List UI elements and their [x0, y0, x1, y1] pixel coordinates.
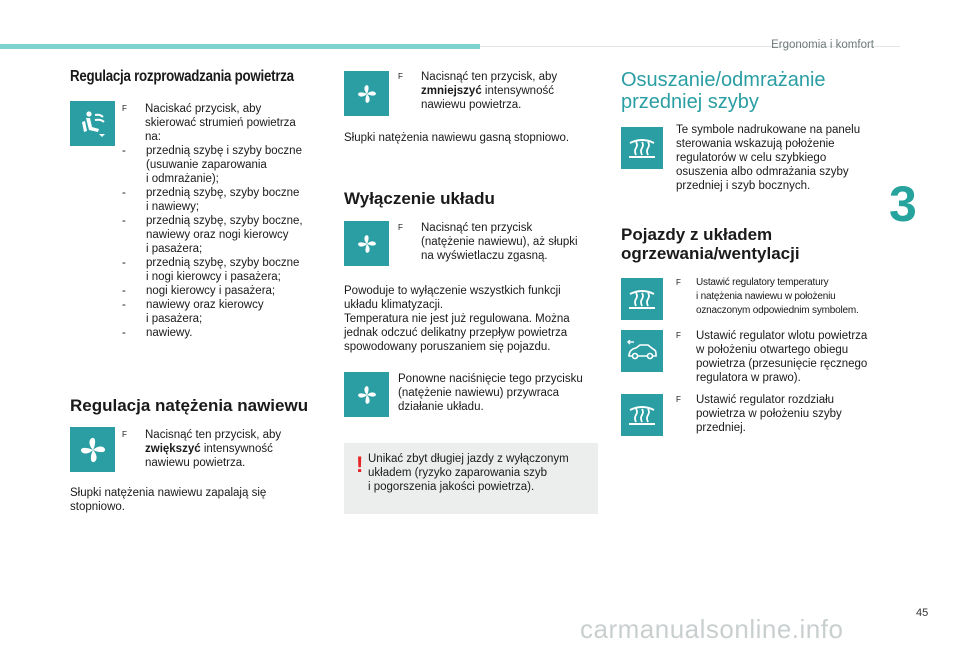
- heading-defrost: Osuszanie/odmrażanie przedniej szyby: [621, 69, 826, 113]
- windscreen-defrost-icon: [621, 394, 663, 436]
- air-distribution-icon: [70, 101, 115, 146]
- system-on-instruction: Ponowne naciśnięcie tego przycisku (natężenie nawiewu) przywraca działanie układu.: [398, 373, 583, 413]
- windscreen-defrost-icon: [621, 127, 663, 169]
- list-item: - przednią szybę, szyby boczne, nawiewy oraz nogi kierowcy i pasażera;: [122, 215, 303, 255]
- distribution-options-list: [122, 144, 327, 340]
- fan-increase-note: Słupki natężenia nawiewu zapalają się stopniowo.: [70, 487, 267, 513]
- fan-icon: [344, 71, 389, 116]
- step-air-intake: F Ustawić regulator wlotu powietrza w położeniu otwartego obiegu powietrza (przesunięcie ręcznego regulatora w prawo).: [676, 330, 868, 384]
- distribution-intro: F Naciskać przycisk, aby skierować strumień powietrza na:: [122, 103, 296, 143]
- fan-decrease-instruction: F Nacisnąć ten przycisk, aby zmniejszyć intensywność nawiewu powietrza.: [398, 71, 558, 111]
- bullet-mark: F: [122, 104, 127, 113]
- list-item: - przednią szybę, szyby boczne i nawiewy;: [122, 187, 300, 213]
- heading-fan-speed: Regulacja natężenia nawiewu: [70, 396, 309, 415]
- step-temperature: F Ustawić regulatory temperatury i natężenia nawiewu w położeniu oznaczonym odpowiednim symbolem.: [676, 277, 859, 316]
- list-item: - przednią szybę, szyby boczne i nogi kierowcy i pasażera;: [122, 257, 300, 283]
- fan-decrease-note: Słupki natężenia nawiewu gasną stopniowo.: [344, 132, 570, 144]
- page-number: 45: [916, 607, 929, 619]
- warning-text: Unikać zbyt długiej jazdy z wyłączonym układem (ryzyko zaparowania szyb i pogorszenia jakości powietrza).: [368, 453, 569, 493]
- windscreen-defrost-icon: [621, 278, 663, 320]
- list-item: - nawiewy.: [122, 327, 193, 339]
- air-intake-icon: [621, 330, 663, 372]
- heading-system-off: Wyłączenie układu: [344, 189, 495, 208]
- watermark: carmanualsonline.info: [580, 614, 844, 644]
- defrost-description: Te symbole nadrukowane na panelu sterowania wskazują położenie regulatorów w celu szybkiego osuszenia albo odmrażania szyby przedniej i szyb bocznych.: [676, 124, 861, 192]
- list-item: - nogi kierowcy i pasażera;: [122, 285, 276, 297]
- header-accent-bar: [0, 44, 480, 49]
- warning-icon: !: [356, 452, 364, 477]
- system-off-instruction: F Nacisnąć ten przycisk (natężenie nawiewu), aż słupki na wyświetlaczu zgasną.: [398, 222, 578, 262]
- system-off-description: Powoduje to wyłączenie wszystkich funkcji układu klimatyzacji. Temperatura nie jest już regulowana. Można jednak odczuć delikatny przepływ powietrza spowodowany poruszaniem się pojazdu.: [344, 285, 570, 353]
- heading-heating-ventilation: Pojazdy z układem ogrzewania/wentylacji: [621, 225, 800, 263]
- fan-increase-instruction: F Nacisnąć ten przycisk, aby zwiększyć intensywność nawiewu powietrza.: [122, 429, 282, 469]
- list-item: - nawiewy oraz kierowcy i pasażera;: [122, 299, 264, 325]
- list-item: - przednią szybę i szyby boczne (usuwanie zaparowania i odmrażanie);: [122, 145, 302, 185]
- heading-air-distribution: Regulacja rozprowadzania powietrza: [70, 68, 294, 85]
- fan-icon: [70, 427, 115, 472]
- fan-icon: [344, 221, 389, 266]
- fan-icon: [344, 372, 389, 417]
- section-title: Ergonomia i komfort: [771, 39, 874, 51]
- step-distribution: F Ustawić regulator rozdziału powietrza w położeniu szyby przedniej.: [676, 394, 842, 434]
- chapter-number: 3: [889, 176, 917, 232]
